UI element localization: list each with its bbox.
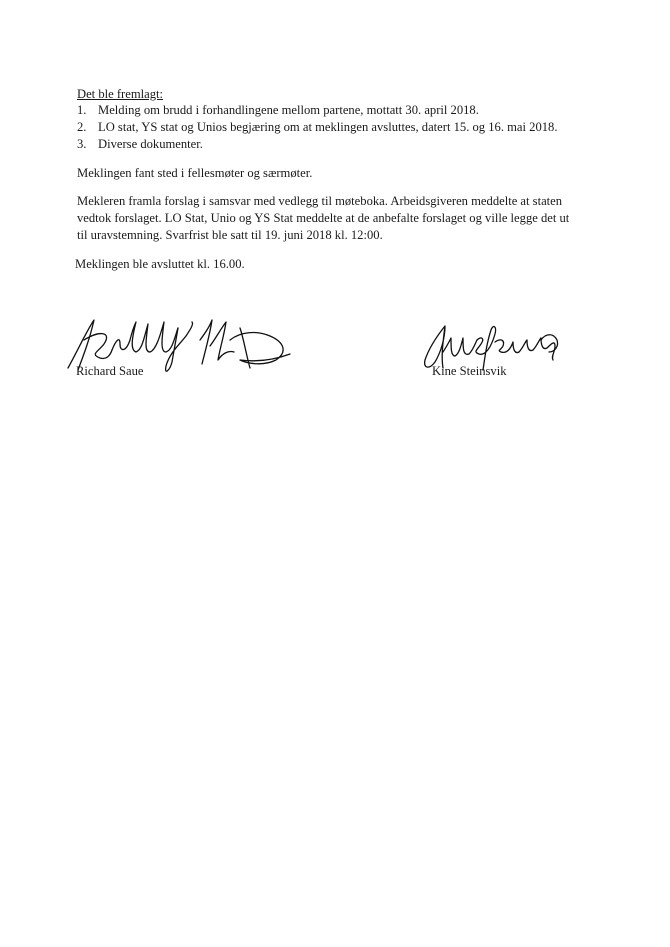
closing-paragraph: Meklingen ble avsluttet kl. 16.00.	[75, 257, 245, 271]
list-item-text: Diverse dokumenter.	[98, 137, 203, 151]
list-heading: Det ble fremlagt:	[77, 87, 164, 101]
list-item-text: LO stat, YS stat og Unios begjæring om at meklingen avsluttes, datert 15. og 16. mai 2018.	[98, 120, 558, 134]
list-item	[77, 119, 558, 136]
paragraph-line: til uravstemning. Svarfrist ble satt til 19. juni 2018 kl. 12:00.	[77, 228, 383, 242]
signatory-name-right: Kine Steinsvik	[432, 364, 507, 378]
list-item-number: 2.	[77, 120, 87, 134]
list-item-text: Melding om brudd i forhandlingene mellom partene, mottatt 30. april 2018.	[98, 103, 479, 117]
signature-block-left	[60, 310, 300, 390]
list-item-number: 3.	[77, 137, 87, 151]
paragraph-line: vedtok forslaget. LO Stat, Unio og YS Stat meddelte at de anbefalte forslaget og ville legge det ut	[77, 211, 570, 225]
list-item	[77, 102, 558, 119]
list-item-number: 1.	[77, 103, 87, 117]
proposal-paragraph	[77, 193, 617, 244]
signatory-name-left: Richard Saue	[76, 364, 144, 378]
signature-block-right	[415, 318, 565, 388]
list-item	[77, 136, 558, 153]
meeting-paragraph: Meklingen fant sted i fellesmøter og særmøter.	[77, 166, 313, 180]
paragraph-line: Mekleren framla forslag i samsvar med vedlegg til møteboka. Arbeidsgiveren meddelte at staten	[77, 194, 563, 208]
submitted-documents-list	[77, 102, 558, 153]
